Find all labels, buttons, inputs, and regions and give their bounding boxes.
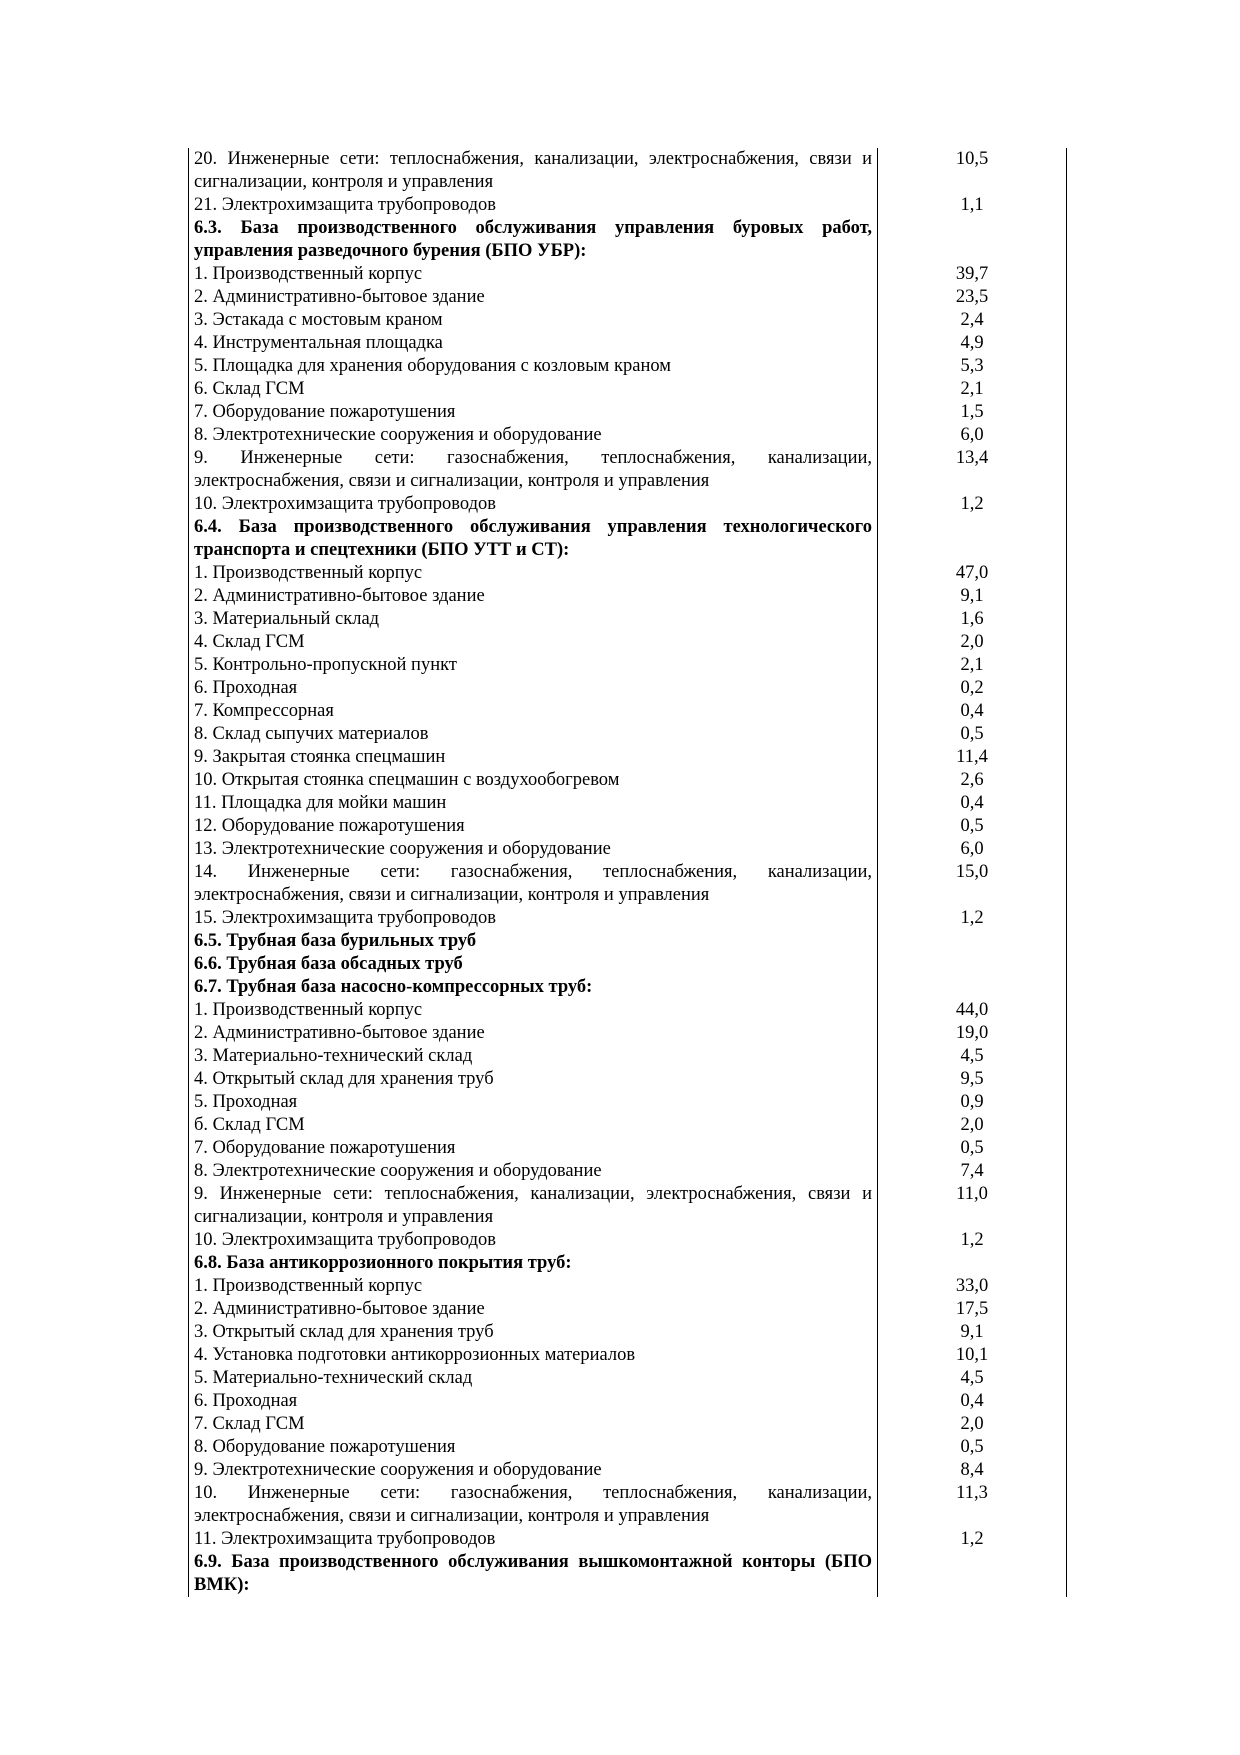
table-row bbox=[189, 1137, 1067, 1160]
table-row bbox=[189, 608, 1067, 631]
item-name: 10. Открытая стоянка спецмашин с воздухообогревом bbox=[189, 769, 878, 792]
table-row bbox=[189, 332, 1067, 355]
item-name: 8. Склад сыпучих материалов bbox=[189, 723, 878, 746]
item-name: 10. Электрохимзащита трубопроводов bbox=[189, 493, 878, 516]
item-value bbox=[878, 953, 1067, 976]
table-row bbox=[189, 1321, 1067, 1344]
item-value: 4,5 bbox=[878, 1045, 1067, 1068]
table-row bbox=[189, 769, 1067, 792]
item-name: 1. Производственный корпус bbox=[189, 1275, 878, 1298]
table-row bbox=[189, 562, 1067, 585]
table-row bbox=[189, 677, 1067, 700]
item-name: 3. Эстакада с мостовым краном bbox=[189, 309, 878, 332]
item-value: 11,0 bbox=[878, 1183, 1067, 1229]
section-heading: 6.5. Трубная база бурильных труб bbox=[189, 930, 878, 953]
table-row bbox=[189, 401, 1067, 424]
table-row bbox=[189, 746, 1067, 769]
item-value: 1,6 bbox=[878, 608, 1067, 631]
item-name: 3. Материально-технический склад bbox=[189, 1045, 878, 1068]
item-name: 5. Контрольно-пропускной пункт bbox=[189, 654, 878, 677]
table-row bbox=[189, 1482, 1067, 1528]
item-name: 5. Площадка для хранения оборудования с козловым краном bbox=[189, 355, 878, 378]
item-value: 1,2 bbox=[878, 907, 1067, 930]
table-row bbox=[189, 1367, 1067, 1390]
table-row bbox=[189, 1528, 1067, 1551]
item-name: 2. Административно-бытовое здание bbox=[189, 1298, 878, 1321]
section-heading: 6.4. База производственного обслуживания управления технологического транспорта и спецтехники (БПО УТТ и СТ): bbox=[189, 516, 878, 562]
item-value: 44,0 bbox=[878, 999, 1067, 1022]
table-row bbox=[189, 263, 1067, 286]
table-row bbox=[189, 286, 1067, 309]
section-heading-row bbox=[189, 1551, 1067, 1597]
item-value: 11,4 bbox=[878, 746, 1067, 769]
item-value: 2,1 bbox=[878, 654, 1067, 677]
item-value: 13,4 bbox=[878, 447, 1067, 493]
facility-table-body bbox=[189, 148, 1067, 1597]
section-heading-row bbox=[189, 930, 1067, 953]
item-value: 2,0 bbox=[878, 631, 1067, 654]
item-name: 5. Материально-технический склад bbox=[189, 1367, 878, 1390]
item-value: 47,0 bbox=[878, 562, 1067, 585]
item-name: 1. Производственный корпус bbox=[189, 999, 878, 1022]
table-row bbox=[189, 792, 1067, 815]
table-row bbox=[189, 907, 1067, 930]
table-row bbox=[189, 1091, 1067, 1114]
item-name: 10. Электрохимзащита трубопроводов bbox=[189, 1229, 878, 1252]
item-name: 1. Производственный корпус bbox=[189, 263, 878, 286]
item-name: 7. Склад ГСМ bbox=[189, 1413, 878, 1436]
item-name: 2. Административно-бытовое здание bbox=[189, 286, 878, 309]
item-value: 2,1 bbox=[878, 378, 1067, 401]
table-row bbox=[189, 1229, 1067, 1252]
table-row bbox=[189, 194, 1067, 217]
section-heading-row bbox=[189, 516, 1067, 562]
item-name: 9. Инженерные сети: газоснабжения, теплоснабжения, канализации, электроснабжения, связи и сигнализации, контроля и управления bbox=[189, 447, 878, 493]
table-row bbox=[189, 999, 1067, 1022]
item-value: 39,7 bbox=[878, 263, 1067, 286]
item-value bbox=[878, 217, 1067, 263]
item-value: 9,1 bbox=[878, 1321, 1067, 1344]
item-value: 8,4 bbox=[878, 1459, 1067, 1482]
item-value: 19,0 bbox=[878, 1022, 1067, 1045]
table-row bbox=[189, 585, 1067, 608]
item-name: 15. Электрохимзащита трубопроводов bbox=[189, 907, 878, 930]
item-value: 1,2 bbox=[878, 1229, 1067, 1252]
facility-table bbox=[188, 148, 1067, 1597]
table-row bbox=[189, 447, 1067, 493]
item-name: 7. Оборудование пожаротушения bbox=[189, 401, 878, 424]
item-value: 11,3 bbox=[878, 1482, 1067, 1528]
item-value: 7,4 bbox=[878, 1160, 1067, 1183]
item-name: 9. Закрытая стоянка спецмашин bbox=[189, 746, 878, 769]
item-value: 0,5 bbox=[878, 815, 1067, 838]
table-row bbox=[189, 148, 1067, 194]
item-value: 0,9 bbox=[878, 1091, 1067, 1114]
table-row bbox=[189, 1160, 1067, 1183]
item-value: 0,5 bbox=[878, 1137, 1067, 1160]
item-value: 23,5 bbox=[878, 286, 1067, 309]
document-page bbox=[188, 148, 1060, 1597]
table-row bbox=[189, 1022, 1067, 1045]
table-row bbox=[189, 815, 1067, 838]
table-row bbox=[189, 424, 1067, 447]
item-value: 0,4 bbox=[878, 792, 1067, 815]
item-name: 21. Электрохимзащита трубопроводов bbox=[189, 194, 878, 217]
item-value: 1,2 bbox=[878, 493, 1067, 516]
item-name: 8. Оборудование пожаротушения bbox=[189, 1436, 878, 1459]
table-row bbox=[189, 493, 1067, 516]
item-name: 20. Инженерные сети: теплоснабжения, канализации, электроснабжения, связи и сигнализации, контроля и управления bbox=[189, 148, 878, 194]
item-name: 13. Электротехнические сооружения и оборудование bbox=[189, 838, 878, 861]
section-heading: 6.9. База производственного обслуживания вышкомонтажной конторы (БПО ВМК): bbox=[189, 1551, 878, 1597]
item-name: 6. Склад ГСМ bbox=[189, 378, 878, 401]
table-row bbox=[189, 1045, 1067, 1068]
item-value bbox=[878, 516, 1067, 562]
item-value: 1,2 bbox=[878, 1528, 1067, 1551]
table-row bbox=[189, 1436, 1067, 1459]
section-heading: 6.8. База антикоррозионного покрытия труб: bbox=[189, 1252, 878, 1275]
item-name: 11. Площадка для мойки машин bbox=[189, 792, 878, 815]
item-name: 9. Инженерные сети: теплоснабжения, канализации, электроснабжения, связи и сигнализации, контроля и управления bbox=[189, 1183, 878, 1229]
item-value: 0,4 bbox=[878, 1390, 1067, 1413]
table-row bbox=[189, 838, 1067, 861]
section-heading: 6.6. Трубная база обсадных труб bbox=[189, 953, 878, 976]
item-value: 2,0 bbox=[878, 1114, 1067, 1137]
item-value: 4,9 bbox=[878, 332, 1067, 355]
table-row bbox=[189, 309, 1067, 332]
table-row bbox=[189, 1183, 1067, 1229]
table-row bbox=[189, 1275, 1067, 1298]
item-value: 4,5 bbox=[878, 1367, 1067, 1390]
item-value: 2,6 bbox=[878, 769, 1067, 792]
item-name: 4. Открытый склад для хранения труб bbox=[189, 1068, 878, 1091]
item-value: 1,5 bbox=[878, 401, 1067, 424]
item-name: 9. Электротехнические сооружения и оборудование bbox=[189, 1459, 878, 1482]
section-heading: 6.3. База производственного обслуживания управления буровых работ, управления разведочного бурения (БПО УБР): bbox=[189, 217, 878, 263]
item-value: 9,5 bbox=[878, 1068, 1067, 1091]
section-heading-row bbox=[189, 976, 1067, 999]
item-name: 5. Проходная bbox=[189, 1091, 878, 1114]
item-value: 10,5 bbox=[878, 148, 1067, 194]
item-value: 15,0 bbox=[878, 861, 1067, 907]
item-name: 7. Оборудование пожаротушения bbox=[189, 1137, 878, 1160]
item-value bbox=[878, 976, 1067, 999]
table-row bbox=[189, 861, 1067, 907]
item-value bbox=[878, 1252, 1067, 1275]
item-name: 3. Материальный склад bbox=[189, 608, 878, 631]
table-row bbox=[189, 1459, 1067, 1482]
section-heading-row bbox=[189, 1252, 1067, 1275]
item-value: 17,5 bbox=[878, 1298, 1067, 1321]
item-name: 4. Инструментальная площадка bbox=[189, 332, 878, 355]
table-row bbox=[189, 1344, 1067, 1367]
item-value: 10,1 bbox=[878, 1344, 1067, 1367]
item-value: 2,4 bbox=[878, 309, 1067, 332]
item-name: 4. Склад ГСМ bbox=[189, 631, 878, 654]
item-value: 0,5 bbox=[878, 1436, 1067, 1459]
item-value bbox=[878, 1551, 1067, 1597]
item-value: 0,2 bbox=[878, 677, 1067, 700]
item-name: 4. Установка подготовки антикоррозионных материалов bbox=[189, 1344, 878, 1367]
item-name: б. Склад ГСМ bbox=[189, 1114, 878, 1137]
item-value bbox=[878, 930, 1067, 953]
table-row bbox=[189, 723, 1067, 746]
item-name: 2. Административно-бытовое здание bbox=[189, 1022, 878, 1045]
table-row bbox=[189, 1114, 1067, 1137]
item-name: 6. Проходная bbox=[189, 1390, 878, 1413]
item-value: 33,0 bbox=[878, 1275, 1067, 1298]
item-name: 14. Инженерные сети: газоснабжения, теплоснабжения, канализации, электроснабжения, связи и сигнализации, контроля и управления bbox=[189, 861, 878, 907]
section-heading-row bbox=[189, 953, 1067, 976]
item-name: 11. Электрохимзащита трубопроводов bbox=[189, 1528, 878, 1551]
table-row bbox=[189, 1413, 1067, 1436]
item-name: 6. Проходная bbox=[189, 677, 878, 700]
item-name: 8. Электротехнические сооружения и оборудование bbox=[189, 1160, 878, 1183]
item-value: 9,1 bbox=[878, 585, 1067, 608]
item-name: 3. Открытый склад для хранения труб bbox=[189, 1321, 878, 1344]
item-name: 1. Производственный корпус bbox=[189, 562, 878, 585]
table-row bbox=[189, 700, 1067, 723]
table-row bbox=[189, 355, 1067, 378]
table-row bbox=[189, 1068, 1067, 1091]
item-value: 0,5 bbox=[878, 723, 1067, 746]
table-row bbox=[189, 654, 1067, 677]
item-name: 10. Инженерные сети: газоснабжения, теплоснабжения, канализации, электроснабжения, связи и сигнализации, контроля и управления bbox=[189, 1482, 878, 1528]
section-heading: 6.7. Трубная база насосно-компрессорных труб: bbox=[189, 976, 878, 999]
item-name: 12. Оборудование пожаротушения bbox=[189, 815, 878, 838]
table-row bbox=[189, 1390, 1067, 1413]
item-name: 7. Компрессорная bbox=[189, 700, 878, 723]
item-value: 5,3 bbox=[878, 355, 1067, 378]
item-value: 1,1 bbox=[878, 194, 1067, 217]
table-row bbox=[189, 1298, 1067, 1321]
item-value: 6,0 bbox=[878, 838, 1067, 861]
table-row bbox=[189, 378, 1067, 401]
section-heading-row bbox=[189, 217, 1067, 263]
item-name: 8. Электротехнические сооружения и оборудование bbox=[189, 424, 878, 447]
item-name: 2. Административно-бытовое здание bbox=[189, 585, 878, 608]
item-value: 0,4 bbox=[878, 700, 1067, 723]
table-row bbox=[189, 631, 1067, 654]
item-value: 2,0 bbox=[878, 1413, 1067, 1436]
item-value: 6,0 bbox=[878, 424, 1067, 447]
